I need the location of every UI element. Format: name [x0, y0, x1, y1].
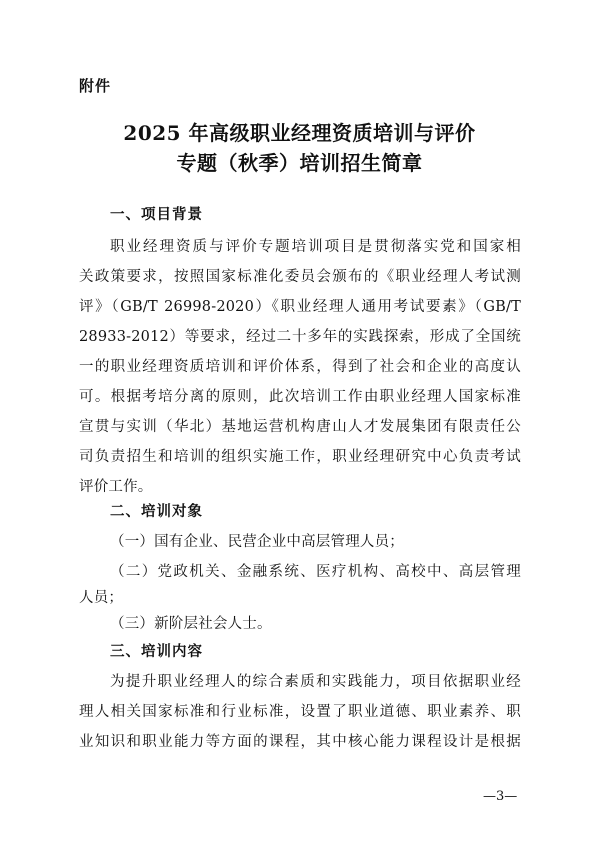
paragraph-line: 业知识和职业能力等方面的课程，其中核心能力课程设计是根据 — [79, 734, 521, 750]
page-number: —3— — [483, 789, 518, 804]
document-title-line-1: 2025 年高级职业经理资质培训与评价 — [123, 121, 476, 145]
list-item: （三）新阶层社会人士。 — [110, 616, 272, 632]
section-heading-background: 一、项目背景 — [110, 207, 203, 223]
paragraph-line: 为提升职业经理人的综合素质和实践能力，项目依据职业经 — [110, 674, 521, 690]
list-item: （二）党政机关、金融系统、医疗机构、高校中、高层管理 — [110, 564, 521, 580]
paragraph-line: 可。根据考培分离的原则，此次培训工作由职业经理人国家标准 — [79, 389, 521, 405]
paragraph-line: 职业经理资质与评价专题培训项目是贯彻落实党和国家相 — [110, 239, 521, 255]
paragraph-line: 关政策要求，按照国家标准化委员会颁布的《职业经理人考试测 — [79, 269, 521, 285]
paragraph-line: 28933-2012）等要求，经过二十多年的实践探索，形成了全国统 — [79, 329, 521, 345]
list-item-continuation: 人员； — [79, 590, 124, 606]
paragraph-line: 司负责招生和培训的组织实施工作，职业经理研究中心负责考试 — [79, 449, 521, 465]
paragraph-line: 宣贯与实训（华北）基地运营机构唐山人才发展集团有限责任公 — [79, 419, 521, 435]
section-heading-content: 三、培训内容 — [110, 644, 203, 660]
paragraph-line: 评》（GB/T 26998-2020）《职业经理人通用考试要素》（GB/T — [79, 299, 521, 315]
paragraph-line: 评价工作。 — [79, 479, 153, 495]
document-title-line-2: 专题（秋季）培训招生简章 — [176, 151, 423, 175]
section-heading-trainees: 二、培训对象 — [110, 504, 203, 520]
attachment-label: 附件 — [79, 77, 112, 95]
list-item: （一）国有企业、民营企业中高层管理人员； — [110, 534, 404, 550]
paragraph-line: 一的职业经理资质培训和评价体系，得到了社会和企业的高度认 — [79, 359, 521, 375]
paragraph-line: 理人相关国家标准和行业标准，设置了职业道德、职业素养、职 — [79, 704, 521, 720]
